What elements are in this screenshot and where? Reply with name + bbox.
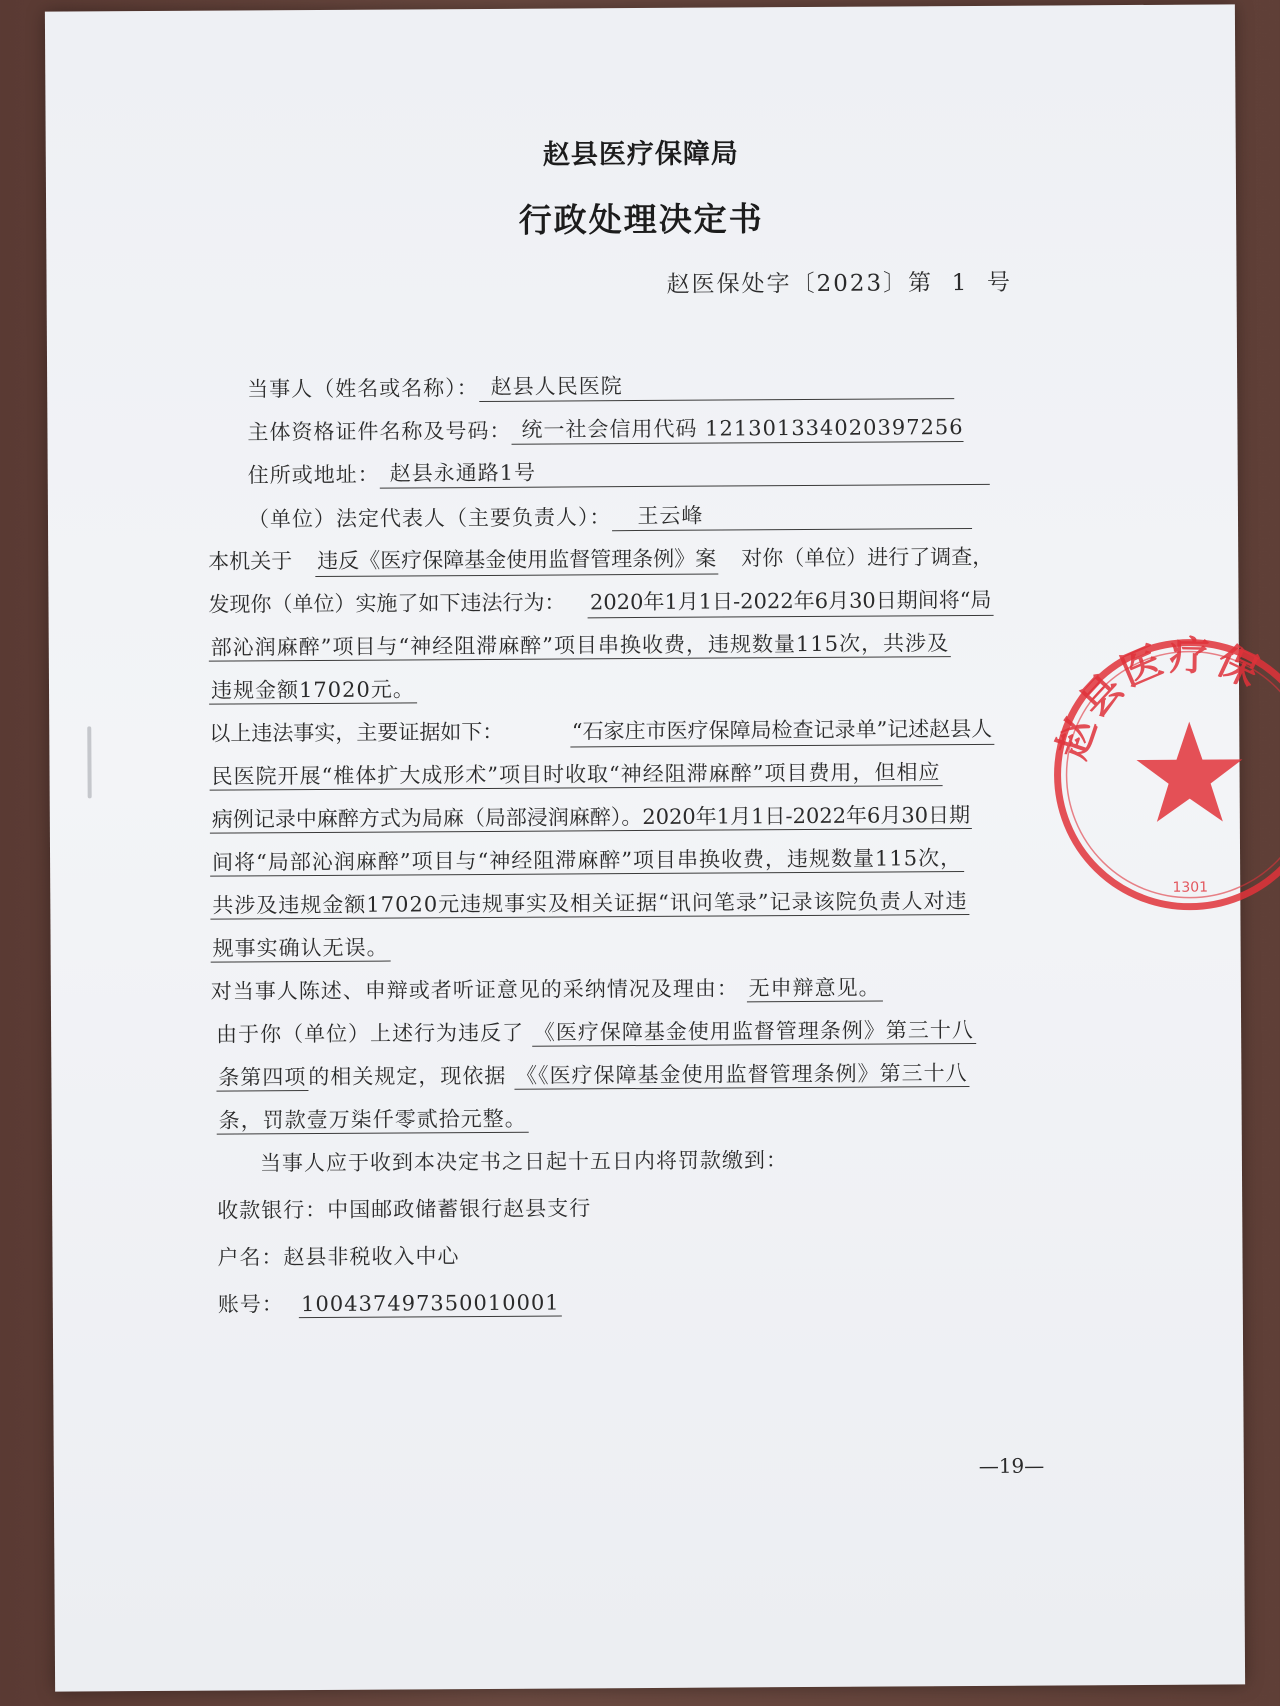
seal-star-icon bbox=[1136, 721, 1243, 822]
party-name-row bbox=[247, 368, 954, 403]
body-line-2: 发现你（单位）实施了如下违法行为： 2020年1月1日-2022年6月30日期间将“局 bbox=[208, 584, 993, 621]
violated-regulation: 《医疗保障基金使用监督管理条例》第三十八 bbox=[532, 1018, 976, 1047]
page-number: —19— bbox=[978, 1453, 1045, 1478]
document-number: 赵医保处字〔2023〕第 1 号 bbox=[666, 269, 1013, 298]
party-address-row bbox=[248, 454, 990, 490]
account-number-label: 账号： bbox=[217, 1292, 284, 1317]
payment-instruction: 当事人应于收到本决定书之日起十五日内将罚款缴到： bbox=[259, 1148, 788, 1176]
hearing-opinion: 无申辩意见。 bbox=[746, 976, 882, 1003]
body-line-10: 规事实确认无误。 bbox=[211, 932, 391, 963]
case-name: 违反《医疗保障基金使用监督管理条例》案 bbox=[315, 543, 718, 577]
bank-value: 中国邮政储蓄银行赵县支行 bbox=[327, 1196, 592, 1222]
account-number-row bbox=[218, 1287, 562, 1319]
account-name-row bbox=[217, 1240, 459, 1271]
body-line-3: 部沁润麻醉”项目与“神经阻滞麻醉”项目串换收费，违规数量115次，共涉及 bbox=[209, 627, 994, 662]
penalty-amount: 条，罚款壹万柒仟零贰拾元整。 bbox=[217, 1107, 529, 1135]
binding-mark bbox=[87, 726, 91, 798]
violation-description: 2020年1月1日-2022年6月30日期间将“局 bbox=[588, 584, 994, 618]
svg-text:赵县医疗保 bbox=[1048, 633, 1269, 765]
account-number-value: 100437497350010001 bbox=[299, 1291, 562, 1319]
body-line-5: 以上违法事实，主要证据如下： “石家庄市医疗保障局检查记录单”记述赵县人 bbox=[209, 713, 994, 750]
document-title: 行政处理决定书 bbox=[518, 199, 764, 240]
body-line-1: 本机关于 违反《医疗保障基金使用监督管理条例》案 对你（单位）进行了调查， bbox=[208, 541, 993, 578]
body-line-7: 病例记录中麻醉方式为局麻（局部浸润麻醉）。2020年1月1日-2022年6月30日期 bbox=[210, 799, 972, 834]
account-name-label: 户名： bbox=[217, 1245, 284, 1270]
seal-text: 赵县医疗保 bbox=[1049, 633, 1270, 765]
party-address-label: 住所或地址： bbox=[247, 462, 380, 488]
issuing-organization: 赵县医疗保障局 bbox=[542, 138, 739, 171]
body-line-12: 由于你（单位）上述行为违反了 《医疗保障基金使用监督管理条例》第三十八 bbox=[216, 1014, 976, 1049]
party-representative-label: （单位）法定代表人（主要负责人）： bbox=[247, 505, 612, 532]
party-address-field bbox=[380, 454, 990, 489]
body-line-8: 间将“局部沁润麻醉”项目与“神经阻滞麻醉”项目串换收费，违规数量115次， bbox=[210, 842, 964, 877]
seal-code: 1301 bbox=[1172, 879, 1209, 896]
party-cert-field bbox=[511, 411, 963, 445]
party-representative-value: 王云峰 bbox=[637, 503, 704, 529]
body-line-4: 违规金额17020元。 bbox=[209, 673, 417, 704]
body-line-13: 条第四项的相关规定，现依据 《《医疗保障基金使用监督管理条例》第三十八 bbox=[216, 1057, 969, 1092]
evidence-description: “石家庄市医疗保障局检查记录单”记述赵县人 bbox=[570, 713, 995, 748]
party-cert-value: 统一社会信用代码 121301334020397256 bbox=[521, 415, 964, 442]
document-page bbox=[45, 4, 1270, 1691]
applied-regulation: 《《医疗保障基金使用监督管理条例》第三十八 bbox=[514, 1061, 970, 1090]
bank-label: 收款银行： bbox=[217, 1197, 328, 1223]
bank-row bbox=[217, 1192, 591, 1224]
party-address-value: 赵县永通路1号 bbox=[389, 460, 537, 486]
party-name-field bbox=[479, 368, 954, 402]
body-line-14 bbox=[217, 1103, 529, 1135]
party-representative-row bbox=[248, 498, 972, 533]
party-name-label: 当事人（姓名或名称）： bbox=[247, 376, 479, 402]
body-line-9: 共涉及违规金额17020元违规事实及相关证据“讯问笔录”记录该院负责人对违 bbox=[210, 885, 969, 920]
party-name-value: 赵县人民医院 bbox=[490, 374, 623, 399]
party-cert-label: 主体资格证件名称及号码： bbox=[247, 418, 512, 445]
official-seal bbox=[1044, 629, 1280, 921]
account-name-value: 赵县非税收入中心 bbox=[283, 1244, 460, 1270]
party-cert-row bbox=[247, 411, 963, 446]
body-line-11: 对当事人陈述、申辩或者听证意见的采纳情况及理由： 无申辩意见。 bbox=[211, 972, 883, 1006]
body-line-6: 民医院开展“椎体扩大成形术”项目时收取“神经阻滞麻醉”项目费用，但相应 bbox=[209, 756, 942, 790]
party-representative-field bbox=[611, 498, 971, 531]
